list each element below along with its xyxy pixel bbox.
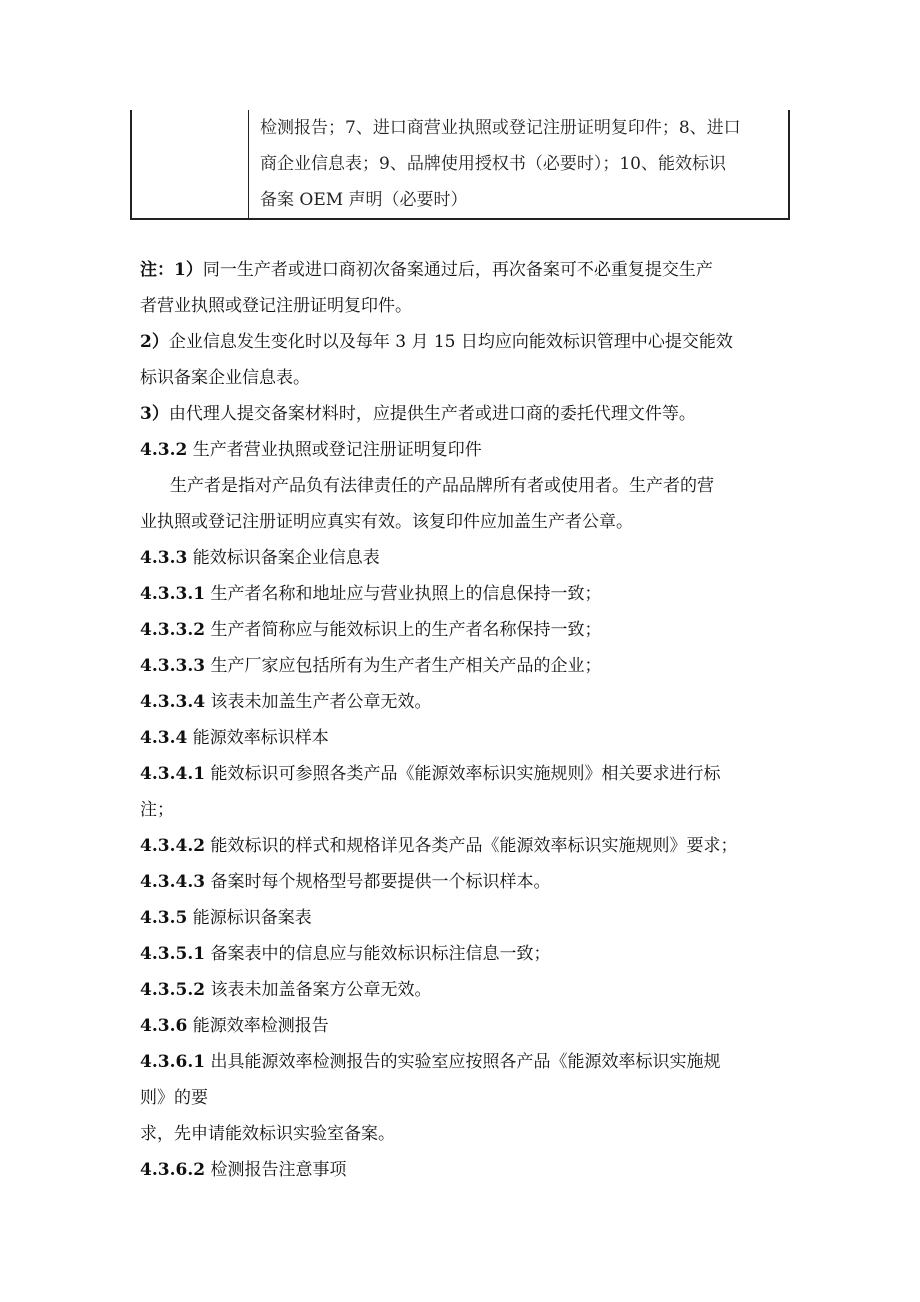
table-column-divider [248, 110, 249, 218]
item-4-3-3-2: 4.3.3.2 生产者简称应与能效标识上的生产者名称保持一致； [140, 620, 602, 640]
item-4-3-6-2: 4.3.6.2 检测报告注意事项 [140, 1160, 347, 1180]
item-4-3-4-2: 4.3.4.2 能效标识的样式和规格详见各类产品《能源效率标识实施规则》要求； [140, 836, 738, 856]
item-4-3-3-4: 4.3.3.4 该表未加盖生产者公章无效。 [140, 692, 432, 712]
note-1-line-1: 注：1）同一生产者或进口商初次备案通过后，再次备案可不必重复提交生产 [140, 260, 713, 280]
paragraph-4-3-2-line-1: 生产者是指对产品负有法律责任的产品品牌所有者或使用者。生产者的营 [170, 476, 714, 496]
heading-4-3-2: 4.3.2 生产者营业执照或登记注册证明复印件 [140, 440, 482, 460]
note-3: 3）由代理人提交备案材料时，应提供生产者或进口商的委托代理文件等。 [140, 404, 696, 424]
item-4-3-3-3: 4.3.3.3 生产厂家应包括所有为生产者生产相关产品的企业； [140, 656, 602, 676]
table-cell-line: 商企业信息表；9、品牌使用授权书（必要时）；10、能效标识 [260, 154, 726, 174]
heading-4-3-5: 4.3.5 能源标识备案表 [140, 908, 312, 928]
table-cell [260, 110, 780, 218]
heading-4-3-3: 4.3.3 能效标识备案企业信息表 [140, 548, 380, 568]
heading-4-3-6: 4.3.6 能源效率检测报告 [140, 1016, 329, 1036]
item-4-3-5-2: 4.3.5.2 该表未加盖备案方公章无效。 [140, 980, 432, 1000]
item-4-3-5-1: 4.3.5.1 备案表中的信息应与能效标识标注信息一致； [140, 944, 551, 964]
note-2-line-1: 2）企业信息发生变化时以及每年 3 月 15 日均应向能效标识管理中心提交能效 [140, 332, 733, 352]
note-2-line-2: 标识备案企业信息表。 [140, 368, 310, 388]
item-4-3-6-1-line-1: 4.3.6.1 出具能源效率检测报告的实验室应按照各产品《能源效率标识实施规 [140, 1052, 721, 1072]
item-4-3-4-3: 4.3.4.3 备案时每个规格型号都要提供一个标识样本。 [140, 872, 551, 892]
paragraph-4-3-2-line-2: 业执照或登记注册证明应真实有效。该复印件应加盖生产者公章。 [140, 512, 633, 532]
note-1-line-2: 者营业执照或登记注册证明复印件。 [140, 296, 412, 316]
heading-4-3-4: 4.3.4 能源效率标识样本 [140, 728, 329, 748]
item-4-3-4-1-line-2: 注； [140, 800, 174, 820]
table-cell-line: 检测报告；7、进口商营业执照或登记注册证明复印件；8、进口 [260, 118, 741, 138]
table-fragment [130, 110, 790, 220]
item-4-3-6-1-line-3: 求，先申请能效标识实验室备案。 [140, 1124, 395, 1144]
table-cell-line: 备案 OEM 声明（必要时） [260, 190, 468, 210]
item-4-3-3-1: 4.3.3.1 生产者名称和地址应与营业执照上的信息保持一致； [140, 584, 602, 604]
item-4-3-6-1-line-2: 则》的要 [140, 1088, 208, 1108]
item-4-3-4-1-line-1: 4.3.4.1 能效标识可参照各类产品《能源效率标识实施规则》相关要求进行标 [140, 764, 721, 784]
